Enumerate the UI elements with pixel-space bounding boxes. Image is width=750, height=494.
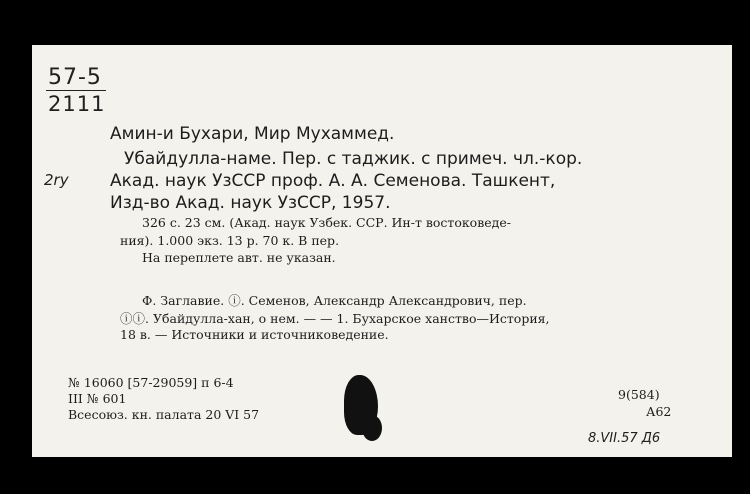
collation-line-1: 326 с. 23 см. (Акад. наук Узбек. ССР. Ин-т востоковеде- (142, 215, 511, 230)
note-line: На переплете авт. не указан. (142, 250, 336, 265)
catalog-card (32, 45, 732, 457)
title-line-2: Акад. наук УзССР проф. А. А. Семенова. Ташкент, (110, 171, 556, 191)
title-line-3: Изд-во Акад. наук УзССР, 1957. (110, 193, 391, 213)
series-number: III № 601 (68, 391, 127, 406)
card-number: № 16060 [57-29059] п 6-4 (68, 375, 234, 390)
chamber-stamp: Всесоюз. кн. палата 20 VI 57 (68, 407, 260, 422)
title-line-1: Убайдулла-наме. Пер. с таджик. с примеч. чл.-кор. (124, 149, 583, 169)
shelfmark-line-1: 57-5 (48, 65, 102, 90)
collation-line-2: ния). 1.000 экз. 13 р. 70 к. В пер. (120, 233, 340, 248)
classification-code: 9(584) (618, 387, 660, 402)
author-mark: А62 (646, 404, 672, 419)
ink-blot (344, 375, 378, 435)
shelfmark-divider (46, 90, 106, 91)
subject-line-1: Ф. Заглавие. ⓘ. Семенов, Александр Александрович, пер. (142, 293, 527, 308)
author-heading: Амин-и Бухари, Мир Мухаммед. (110, 124, 395, 144)
subject-line-2: ⓘⓘ. Убайдулла-хан, о нем. — — 1. Бухарское ханство—История, (120, 311, 550, 326)
date-handwriting: 8.VII.57 Д6 (588, 431, 661, 446)
margin-handwriting: 2ry (44, 171, 69, 189)
shelfmark-line-2: 2111 (48, 92, 106, 116)
subject-line-3: 18 в. — Источники и источниковедение. (120, 327, 389, 342)
